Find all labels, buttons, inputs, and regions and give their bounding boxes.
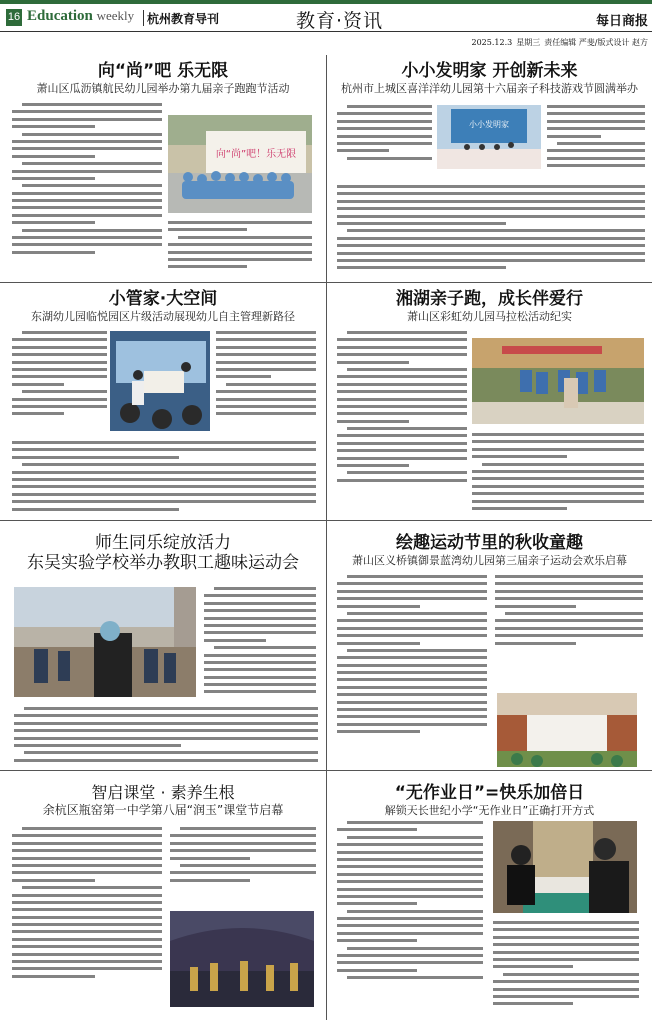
photo-children-presenting (110, 331, 210, 431)
article-title: 向“尚”吧 乐无限 (97, 61, 229, 81)
weekday: 星期三 (516, 38, 541, 47)
article-body (337, 575, 487, 769)
article-body-right (472, 433, 644, 519)
article-photo (493, 821, 637, 913)
editors-credit: 责任编辑 严斐/版式设计 赵方 (544, 38, 648, 47)
article-8 (327, 771, 652, 1024)
section-title: 教育·资讯 (296, 10, 384, 32)
masthead (0, 4, 652, 32)
article-body-right (170, 827, 316, 907)
article-body-wide (337, 185, 645, 279)
article-photo (437, 105, 541, 169)
article-title: 智启课堂 · 素养生根 (91, 783, 235, 802)
article-1 (0, 55, 326, 281)
article-body (14, 707, 318, 767)
article-7 (0, 771, 326, 1024)
photo-children-running-festival (168, 115, 312, 213)
article-body-right (204, 587, 316, 707)
article-body-right (547, 105, 645, 185)
photo-banner-text: 小小发明家 (469, 120, 509, 129)
article-2 (327, 55, 652, 281)
article-title: 绘趣运动节里的秋收童趣 (396, 533, 583, 553)
article-body (12, 331, 107, 441)
date: 2025.12.3 (471, 38, 513, 47)
masthead-divider (143, 10, 144, 26)
article-body (337, 821, 483, 1021)
photo-child-and-grandparent (493, 821, 637, 913)
brand-english (27, 8, 134, 25)
article-body-wide (12, 441, 316, 517)
article-4 (327, 283, 652, 519)
article-subtitle: 萧山区义桥镇御景蓝湾幼儿园第三届亲子运动会欢乐启幕 (352, 554, 627, 567)
article-body-right (493, 921, 639, 1021)
article-subtitle: 余杭区瓶窑第一中学第八届“润玉”课堂节启幕 (42, 803, 284, 817)
article-6 (327, 521, 652, 769)
brand-weekly: weekly (96, 8, 135, 23)
article-photo (497, 693, 637, 767)
page-number: 16 (6, 9, 22, 26)
article-title: 小管家·大空间 (108, 289, 218, 309)
article-photo (472, 338, 644, 424)
article-body (12, 827, 162, 1024)
photo-autumn-sports-stage (497, 693, 637, 767)
article-3 (0, 283, 326, 519)
article-title: 小小发明家 开创新未来 (401, 61, 578, 81)
dateline (468, 37, 649, 48)
newspaper-name: 每日商报 (595, 14, 648, 29)
photo-inventor-festival-stage (437, 105, 541, 169)
brand-chinese: 杭州教育导刊 (147, 12, 220, 26)
article-title: 师生同乐绽放活力 (95, 533, 231, 553)
article-subtitle: 解锁天长世纪小学“无作业日”正确打开方式 (384, 804, 595, 817)
photo-parent-child-marathon (472, 338, 644, 424)
article-photo (14, 587, 196, 697)
article-body-right (495, 575, 643, 685)
article-5 (0, 521, 326, 769)
article-body-continued (168, 221, 312, 281)
article-body-right (216, 331, 316, 441)
article-body (12, 103, 162, 278)
article-subtitle: 杭州市上城区喜洋洋幼儿园第十六届亲子科技游戏节圆满举办 (341, 82, 638, 95)
photo-classroom-festival-performance (170, 911, 314, 1007)
article-subtitle: 萧山区瓜沥镇航民幼儿园举办第九届亲子跑跑节活动 (36, 82, 290, 95)
article-photo (170, 911, 314, 1007)
article-photo (110, 331, 210, 431)
article-body (337, 105, 432, 180)
article-title: “无作业日”=快乐加倍日 (394, 783, 585, 803)
article-photo (168, 115, 312, 213)
brand-education: Education (27, 8, 93, 24)
article-body (337, 331, 467, 519)
article-subtitle: 萧山区彩虹幼儿园马拉松活动纪实 (407, 310, 572, 323)
photo-staff-sports-meet (14, 587, 196, 697)
article-title: 湘湖亲子跑，成长伴爱行 (396, 289, 583, 309)
article-subtitle: 东吴实验学校举办教职工趣味运动会 (27, 553, 299, 573)
photo-banner-text: 向“尚”吧！乐无限 (215, 149, 297, 160)
article-subtitle: 东湖幼儿园临悦园区片级活动展现幼儿自主管理新路径 (31, 310, 295, 323)
